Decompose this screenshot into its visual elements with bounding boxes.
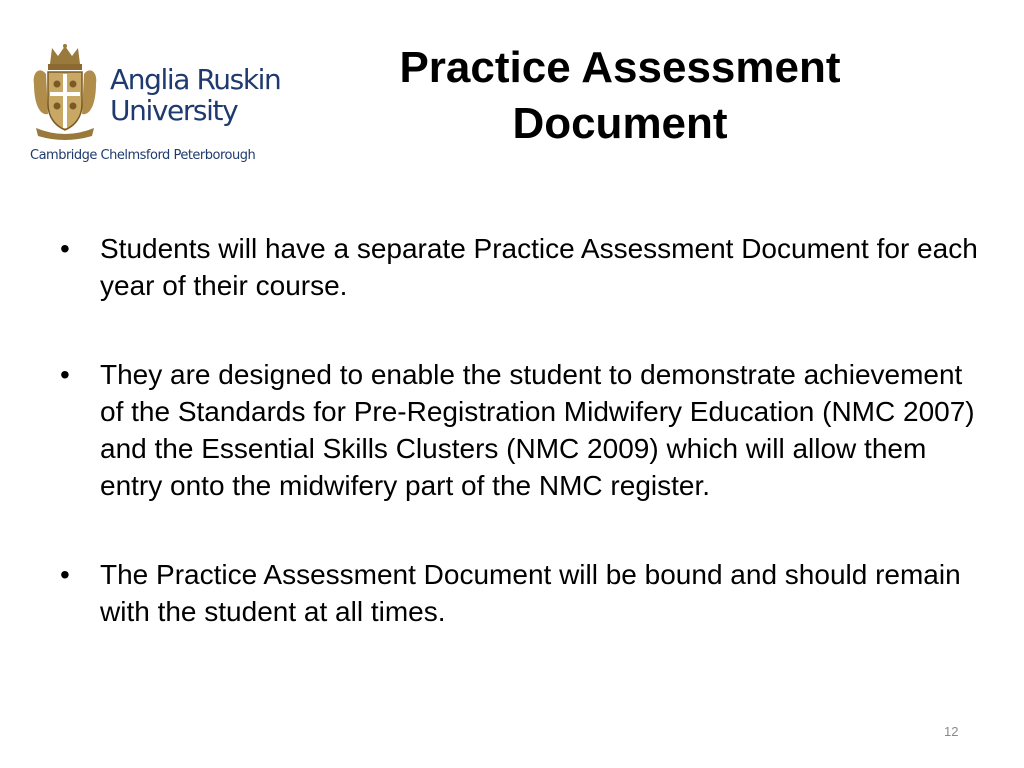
bullet-item: • They are designed to enable the student to demonstrate achievement of the Standards for Pre-Registration Midwifery Education (NMC 2007) and the Essential Skills Clusters (NMC 2009) which will allow them entry onto the midwifery part of the NMC register.	[60, 356, 980, 504]
slide-title	[320, 40, 920, 152]
university-name	[110, 64, 280, 126]
slide-title-line1: Practice Assessment	[399, 43, 841, 92]
bullet-item: • Students will have a separate Practice Assessment Document for each year of their course.	[60, 230, 980, 304]
slide-title-line2: Document	[512, 99, 728, 148]
university-name-line2: University	[110, 94, 238, 127]
bullet-list	[60, 230, 980, 682]
university-logo	[28, 44, 281, 170]
university-name-line1: Anglia Ruskin	[110, 63, 281, 96]
crest-icon	[30, 44, 100, 140]
bullet-item: • The Practice Assessment Document will be bound and should remain with the student at all times.	[60, 556, 980, 630]
campus-list: Cambridge Chelmsford Peterborough	[30, 148, 256, 163]
page-number: 12	[944, 724, 959, 739]
